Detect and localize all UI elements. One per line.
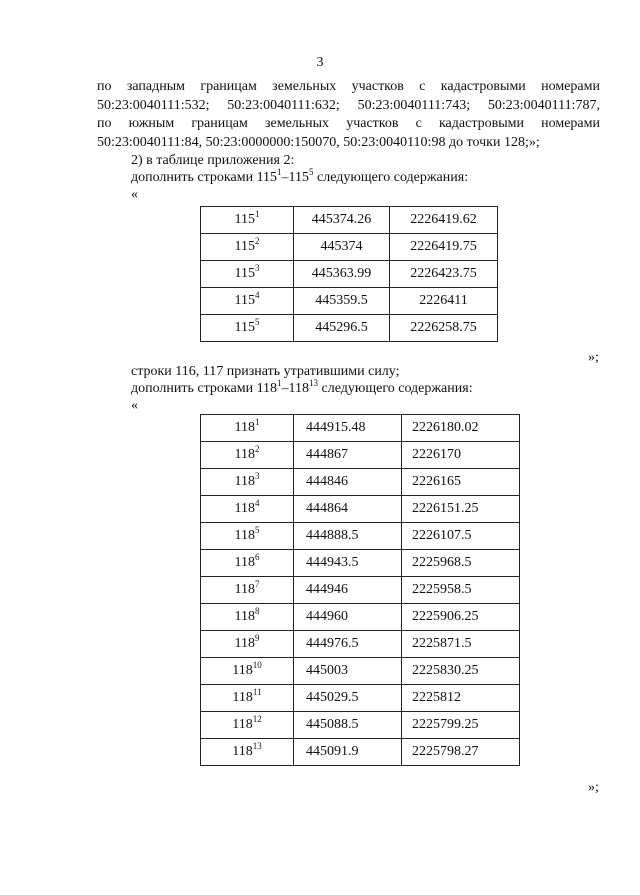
- point-number: 118: [234, 501, 255, 516]
- point-number-superscript: 4: [254, 498, 260, 508]
- point-number-superscript: 1: [254, 209, 260, 219]
- x-coordinate-cell: 444846: [294, 469, 402, 496]
- point-number: 118: [234, 447, 255, 462]
- table-row: [201, 739, 520, 766]
- point-number-cell: [201, 261, 294, 288]
- point-number-superscript: 6: [254, 552, 260, 562]
- point-number: 118: [232, 744, 253, 759]
- open-quote: «: [131, 398, 138, 413]
- x-coordinate-cell: 444960: [294, 604, 402, 631]
- y-coordinate-cell: 2226258.75: [390, 315, 498, 342]
- table-row: [201, 550, 520, 577]
- y-coordinate-cell: 2225968.5: [402, 550, 520, 577]
- point-number-superscript: 2: [254, 444, 260, 454]
- point-number: 118: [234, 636, 255, 651]
- point-number-superscript: 11: [252, 687, 262, 697]
- point-number-cell: [201, 288, 294, 315]
- superscript: 13: [309, 378, 319, 388]
- point-number-superscript: 4: [254, 290, 260, 300]
- coordinates-table-118: [200, 414, 520, 766]
- y-coordinate-cell: 2225906.25: [402, 604, 520, 631]
- point-number-superscript: 3: [254, 471, 260, 481]
- superscript: 1: [277, 167, 282, 177]
- y-coordinate-cell: 2226165: [402, 469, 520, 496]
- point-number-cell: [201, 496, 294, 523]
- y-coordinate-cell: 2225871.5: [402, 631, 520, 658]
- table-row: [201, 469, 520, 496]
- point-number-cell: [201, 550, 294, 577]
- y-coordinate-cell: 2226180.02: [402, 415, 520, 442]
- point-number-superscript: 2: [254, 236, 260, 246]
- item-2-heading: 2) в таблице приложения 2:: [131, 153, 295, 168]
- point-number: 118: [232, 717, 253, 732]
- table-row: [201, 415, 520, 442]
- x-coordinate-cell: 445296.5: [294, 315, 390, 342]
- table-row: [201, 315, 498, 342]
- point-number: 118: [234, 474, 255, 489]
- close-quote: »;: [588, 350, 599, 365]
- x-coordinate-cell: 445359.5: [294, 288, 390, 315]
- point-number: 118: [234, 609, 255, 624]
- rows-invalid-text: строки 116, 117 признать утратившими силу;: [131, 364, 400, 379]
- table-row: [201, 523, 520, 550]
- x-coordinate-cell: 444946: [294, 577, 402, 604]
- point-number-superscript: 7: [254, 579, 260, 589]
- table-row: [201, 712, 520, 739]
- y-coordinate-cell: 2226419.75: [390, 234, 498, 261]
- point-number-superscript: 10: [252, 660, 262, 670]
- table-row: [201, 604, 520, 631]
- paragraph-line: 50:23:0040111:84, 50:23:0000000:150070, 50:23:0040110:98 до точки 128;»;: [97, 134, 540, 150]
- y-coordinate-cell: 2226107.5: [402, 523, 520, 550]
- page-number: 3: [316, 55, 324, 70]
- point-number: 115: [234, 293, 255, 308]
- point-number-superscript: 8: [254, 606, 260, 616]
- x-coordinate-cell: 444915.48: [294, 415, 402, 442]
- superscript: 1: [277, 378, 282, 388]
- point-number-cell: [201, 739, 294, 766]
- y-coordinate-cell: 2225798.27: [402, 739, 520, 766]
- add-rows-suffix: следующего содержания:: [318, 381, 473, 396]
- point-number: 118: [232, 690, 253, 705]
- x-coordinate-cell: 445374.26: [294, 207, 390, 234]
- table-row: [201, 631, 520, 658]
- x-coordinate-cell: 445091.9: [294, 739, 402, 766]
- point-number-superscript: 13: [252, 741, 262, 751]
- y-coordinate-cell: 2226419.62: [390, 207, 498, 234]
- x-coordinate-cell: 445088.5: [294, 712, 402, 739]
- y-coordinate-cell: 2226423.75: [390, 261, 498, 288]
- point-number: 115: [234, 320, 255, 335]
- point-number: 115: [234, 239, 255, 254]
- add-rows-prefix: дополнить строками 118: [131, 381, 278, 396]
- point-number: 115: [234, 212, 255, 227]
- x-coordinate-cell: 444864: [294, 496, 402, 523]
- paragraph-line: по западным границам земельных участков с кадастровыми номерами: [97, 79, 600, 94]
- x-coordinate-cell: 445003: [294, 658, 402, 685]
- point-number-cell: [201, 604, 294, 631]
- point-number-cell: [201, 523, 294, 550]
- table-row: [201, 577, 520, 604]
- table-row: [201, 442, 520, 469]
- paragraph-line: по южным границам земельных участков с кадастровыми номерами: [97, 116, 600, 131]
- point-number-superscript: 12: [252, 714, 262, 724]
- y-coordinate-cell: 2225812: [402, 685, 520, 712]
- add-rows-118-text: [131, 380, 473, 398]
- y-coordinate-cell: 2226411: [390, 288, 498, 315]
- x-coordinate-cell: 445029.5: [294, 685, 402, 712]
- add-rows-dash: –115: [281, 170, 310, 185]
- paragraph-line: 50:23:0040111:532; 50:23:0040111:632; 50:23:0040111:743; 50:23:0040111:787,: [97, 97, 600, 113]
- table-row: [201, 207, 498, 234]
- y-coordinate-cell: 2225799.25: [402, 712, 520, 739]
- point-number-superscript: 5: [254, 317, 260, 327]
- x-coordinate-cell: 445363.99: [294, 261, 390, 288]
- x-coordinate-cell: 444976.5: [294, 631, 402, 658]
- point-number-superscript: 3: [254, 263, 260, 273]
- table-row: [201, 658, 520, 685]
- y-coordinate-cell: 2225830.25: [402, 658, 520, 685]
- point-number-superscript: 1: [254, 417, 260, 427]
- y-coordinate-cell: 2226170: [402, 442, 520, 469]
- point-number-cell: [201, 415, 294, 442]
- point-number-cell: [201, 631, 294, 658]
- point-number-cell: [201, 469, 294, 496]
- x-coordinate-cell: 444943.5: [294, 550, 402, 577]
- point-number: 118: [234, 528, 255, 543]
- close-quote: »;: [588, 780, 599, 795]
- point-number: 118: [232, 663, 253, 678]
- table-row: [201, 288, 498, 315]
- y-coordinate-cell: 2225958.5: [402, 577, 520, 604]
- x-coordinate-cell: 444888.5: [294, 523, 402, 550]
- point-number-cell: [201, 315, 294, 342]
- add-rows-dash: –118: [281, 381, 310, 396]
- point-number-cell: [201, 658, 294, 685]
- point-number-cell: [201, 577, 294, 604]
- add-rows-115-text: [131, 169, 468, 187]
- x-coordinate-cell: 445374: [294, 234, 390, 261]
- point-number-cell: [201, 442, 294, 469]
- add-rows-prefix: дополнить строками 115: [131, 170, 278, 185]
- boundary-paragraph: [97, 78, 600, 152]
- point-number-cell: [201, 234, 294, 261]
- point-number-cell: [201, 712, 294, 739]
- point-number: 118: [234, 555, 255, 570]
- table-row: [201, 234, 498, 261]
- add-rows-suffix: следующего содержания:: [313, 170, 469, 185]
- table-row: [201, 496, 520, 523]
- coordinates-table-115: [200, 206, 498, 342]
- open-quote: «: [131, 187, 138, 202]
- superscript: 5: [309, 167, 314, 177]
- x-coordinate-cell: 444867: [294, 442, 402, 469]
- point-number-superscript: 9: [254, 633, 260, 643]
- point-number: 118: [234, 582, 255, 597]
- point-number: 115: [234, 266, 255, 281]
- point-number-cell: [201, 207, 294, 234]
- point-number-superscript: 5: [254, 525, 260, 535]
- table-row: [201, 261, 498, 288]
- table-row: [201, 685, 520, 712]
- y-coordinate-cell: 2226151.25: [402, 496, 520, 523]
- point-number: 118: [234, 420, 255, 435]
- point-number-cell: [201, 685, 294, 712]
